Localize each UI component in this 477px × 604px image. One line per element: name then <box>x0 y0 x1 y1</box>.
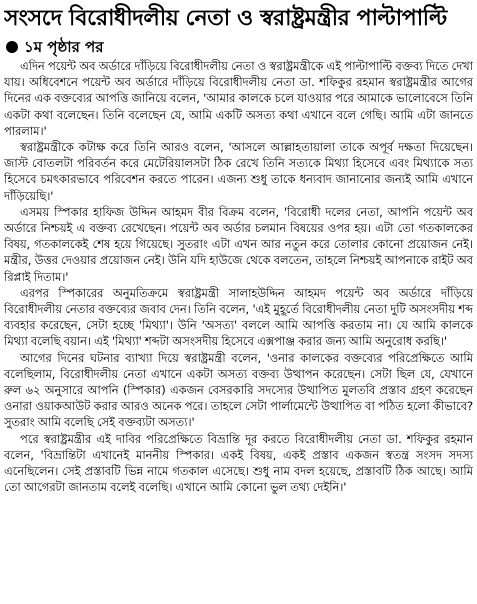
article-paragraph: এসময় স্পিকার হাফিজ উদ্দিন আহমদ বীর বিক্রম বলেন, 'বিরোধী দলের নেতা, আপনি পয়েন্ট অব অর্ডারে নিশ্চয়ই এ বক্তব্য রেখেছেন। পয়েন্ট অব অর্ডার চলমান বিষয়ের ওপর হয়। এটা তো গতকালকের বিষয়, গতকালকেই শেষ হয়ে গিয়েছে। সুতরাং এটা এখন আর নতুন করে তোলার কোনো প্রয়োজন নেই। মন্ত্রীর, উত্তর দেওয়ার প্রয়োজন নেই। উনি যদি হাউজে থেকে বলতেন, তাহলে নিশ্চয়ই আপনাকে রাইট অব রিপ্লাই দিতাম।' <box>4 204 473 284</box>
continued-from-line <box>6 37 104 57</box>
article-body <box>4 58 473 602</box>
article-paragraph: স্বরাষ্ট্রমন্ত্রীকে কটাক্ষ করে তিনি আরও বলেন, 'আসলে আল্লাহতায়ালা তাকে অপূর্ব দক্ষতা দিয়েছেন। জাস্ট বোতলটা পরিবর্তন করে মেটেরিয়ালসটা ঠিক রেখে তিনি সত্যকে মিথ্যা হিসেবে এবং মিথ্যাকে সত্য হিসেবে চমৎকারভাবে পরিবেশন করতে পারেন। এজন্য শুধু তাকে ধন্যবাদ জানানোর জন্যই আমি এখানে দাঁড়িয়েছি।' <box>4 140 473 203</box>
continued-from-label: ১ম পৃষ্ঠার পর <box>24 38 104 56</box>
article-headline: সংসদে বিরোধীদলীয় নেতা ও স্বরাষ্ট্রমন্ত্রীর পাল্টাপাল্টি <box>4 6 447 31</box>
article-paragraph: পরে স্বরাষ্ট্রমন্ত্রীর এই দাবির পরিপ্রেক্ষিতে বিভ্রান্তি দূর করতে বিরোধীদলীয় নেতা ডা. শফিকুর রহমান বলেন, 'বিভ্রান্তিটা এখানেই মাননীয় স্পিকার। একই বিষয়, একই প্রস্তাব একজন স্বতন্ত্র সংসদ সদস্য এনেছিলেন। সেই প্রস্তাবটি ভিন্ন নামে গতকাল এসেছে। শুধু নাম বদল হয়েছে, প্রস্তাবটি ঠিক আছে। আমি তো আগেরটা জানতাম বলেই বলেছি। এখানে আমি কোনো ভুল তথ্য দেইনি।' <box>4 431 473 495</box>
bullet-icon <box>6 41 18 53</box>
article-paragraph: আগের দিনের ঘটনার ব্যাখ্যা দিয়ে স্বরাষ্ট্রমন্ত্রী বলেন, 'ওনার কালকের বক্তব্যের পরিপ্রেক্ষিতে আমি বলেছিলাম, বিরোধীদলীয় নেতা এখানে একটা অসত্য বক্তব্য উত্থাপন করেছেন। সেটা ছিল যে, যেখানে রুল ৬২ অনুসারে আপনি (স্পিকার) একজন বেসরকারি সদস্যের উত্থাপিত মুলতবি প্রস্তাব গ্রহণ করেছেন ওনারা ওয়াকআউট করার আরও অনেক পরে। তাহলে সেটা পার্লামেন্টে উত্থাপিত বা পঠিত হলো কীভাবে? সুতরাং আমি বলেছি সেই বক্তব্যটা অসত্য।' <box>4 350 473 430</box>
article-paragraph: এদিন পয়েন্ট অব অর্ডারে দাঁড়িয়ে বিরোধীদলীয় নেতা ও স্বরাষ্ট্রমন্ত্রীকে এই পাল্টাপাল্টি বক্তব্য দিতে দেখা যায়। অধিবেশনে পয়েন্ট অব অর্ডারে দাঁড়িয়ে বিরোধীদলীয় নেতা ডা. শফিকুর রহমান স্বরাষ্ট্রমন্ত্রীর আগের দিনের এক বক্তব্যের আপত্তি জানিয়ে বলেন, 'আমার কালকে চলে যাওয়ার পরে আমাকে ভালোবেসে তিনি একটা কথা বলেছেন। তিনি বলেছেন যে, আমি একটি অসত্য কথা এখানে বলে গেছি। আমি এটা জানতে পারলাম।' <box>4 59 473 138</box>
article-paragraph: এরপর স্পিকারের অনুমতিক্রমে স্বরাষ্ট্রমন্ত্রী সালাহউদ্দিন আহমদ পয়েন্ট অব অর্ডারে দাঁড়িয়ে বিরোধীদলীয় নেতার বক্তব্যের জবাব দেন। তিনি বলেন, 'এই মুহূর্তে বিরোধীদলীয় নেতা দুটি অসংসদীয় শব্দ ব্যবহার করেছেন, সেটা হচ্ছে 'মিথ্যা'। উনি 'অসত্য' বললে আমি আপত্তি করতাম না। যে আমি কালকে মিথ্যা বলেছি বয়ান। এই 'মিথ্যা' শব্দটা অসংসদীয় হিসেবে এক্সপাঞ্জ করার জন্য আমি অনুরোধ করছি।' <box>4 285 473 349</box>
